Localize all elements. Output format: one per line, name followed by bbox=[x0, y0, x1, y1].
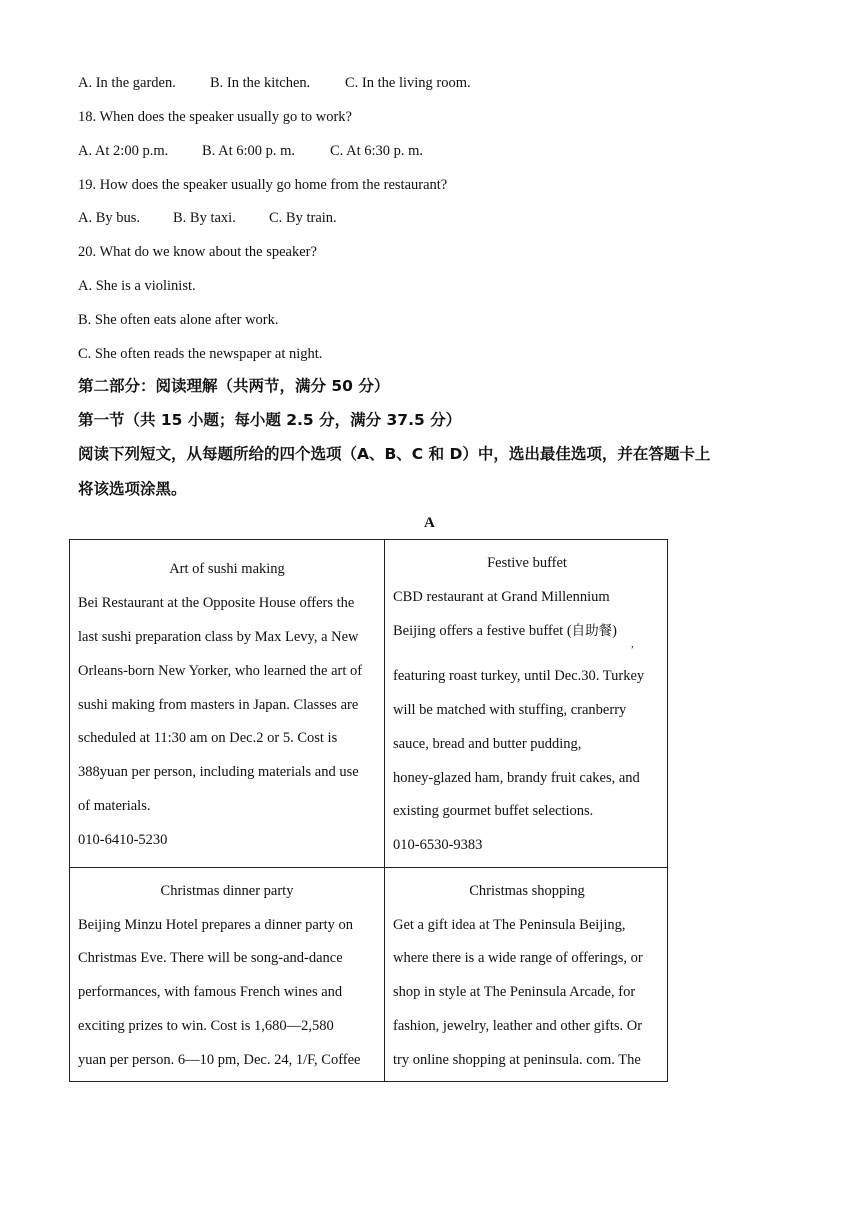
q20-question: 20. What do we know about the speaker? bbox=[78, 244, 317, 260]
option-b: B. By taxi. bbox=[173, 210, 236, 226]
q18-question: 18. When does the speaker usually go to work? bbox=[78, 109, 352, 125]
passage-label: A bbox=[424, 515, 435, 531]
cell-line: Bei Restaurant at the Opposite House offers the bbox=[78, 595, 355, 611]
instruction-line-1: 阅读下列短文，从每题所给的四个选项（A、B、C 和 D）中，选出最佳选项，并在答题卡上 bbox=[78, 445, 711, 463]
cell-line: last sushi preparation class by Max Levy, a New bbox=[78, 629, 359, 645]
table-divider-horizontal bbox=[70, 867, 667, 868]
option-c: C. At 6:30 p. m. bbox=[330, 143, 424, 159]
cell-line: will be matched with stuffing, cranberry bbox=[393, 702, 627, 718]
table-divider-vertical bbox=[384, 540, 385, 1081]
q20-option-b: B. She often eats alone after work. bbox=[78, 312, 279, 328]
cell-line: Christmas Eve. There will be song-and-dance bbox=[78, 950, 343, 966]
cell-line: performances, with famous French wines and bbox=[78, 984, 343, 1000]
cell-line: Beijing offers a festive buffet (自助餐) bbox=[393, 623, 617, 639]
option-a: A. At 2:00 p.m. bbox=[78, 143, 169, 159]
cell-line: try online shopping at peninsula. com. The bbox=[393, 1052, 641, 1068]
cell-line: fashion, jewelry, leather and other gifts. Or bbox=[393, 1018, 643, 1034]
cell-line: honey-glazed ham, brandy fruit cakes, and bbox=[393, 770, 640, 786]
q19-question: 19. How does the speaker usually go home from the restaurant? bbox=[78, 177, 448, 193]
section1-heading: 第一节（共 15 小题；每小题 2.5 分，满分 37.5 分） bbox=[78, 411, 462, 429]
q17-options bbox=[78, 73, 471, 93]
q20-option-a: A. She is a violinist. bbox=[78, 278, 196, 294]
cell-line: scheduled at 11:30 am on Dec.2 or 5. Cost is bbox=[78, 730, 338, 746]
cell-line: yuan per person. 6—10 pm, Dec. 24, 1/F, Coffee bbox=[78, 1052, 361, 1068]
cell-line: sushi making from masters in Japan. Classes are bbox=[78, 697, 359, 713]
cell-line: featuring roast turkey, until Dec.30. Turkey bbox=[393, 668, 645, 684]
q20-option-c: C. She often reads the newspaper at night. bbox=[78, 346, 323, 362]
cell-line: Beijing Minzu Hotel prepares a dinner party on bbox=[78, 917, 354, 933]
cell-line: shop in style at The Peninsula Arcade, for bbox=[393, 984, 636, 1000]
comma: , bbox=[631, 638, 634, 650]
cell-line: CBD restaurant at Grand Millennium bbox=[393, 589, 610, 605]
option-b: B. In the kitchen. bbox=[210, 75, 311, 91]
cell-line: 388yuan per person, including materials and use bbox=[78, 764, 359, 780]
cell-line: sauce, bread and butter pudding, bbox=[393, 736, 582, 752]
option-a: A. By bus. bbox=[78, 210, 141, 226]
cell-title: Christmas shopping bbox=[469, 883, 585, 899]
ads-table bbox=[69, 539, 668, 1082]
part2-heading: 第二部分：阅读理解（共两节，满分 50 分） bbox=[78, 377, 390, 395]
cell-line: exciting prizes to win. Cost is 1,680—2,580 bbox=[78, 1018, 334, 1034]
phone-number: 010-6530-9383 bbox=[393, 837, 483, 853]
instruction-line-2: 将该选项涂黑。 bbox=[78, 480, 187, 498]
option-b: B. At 6:00 p. m. bbox=[202, 143, 296, 159]
phone-number: 010-6410-5230 bbox=[78, 832, 168, 848]
q19-options bbox=[78, 208, 337, 228]
cell-line: existing gourmet buffet selections. bbox=[393, 803, 594, 819]
cell-line: Get a gift idea at The Peninsula Beijing, bbox=[393, 917, 626, 933]
cell-title: Christmas dinner party bbox=[160, 883, 294, 899]
cell-line: of materials. bbox=[78, 798, 151, 814]
option-c: C. In the living room. bbox=[345, 75, 471, 91]
cell-title: Festive buffet bbox=[487, 555, 567, 571]
cell-title: Art of sushi making bbox=[169, 561, 285, 577]
option-a: A. In the garden. bbox=[78, 75, 176, 91]
option-c: C. By train. bbox=[269, 210, 337, 226]
q18-options bbox=[78, 141, 424, 161]
cell-line: where there is a wide range of offerings, or bbox=[393, 950, 643, 966]
cell-line: Orleans-born New Yorker, who learned the art of bbox=[78, 663, 363, 679]
